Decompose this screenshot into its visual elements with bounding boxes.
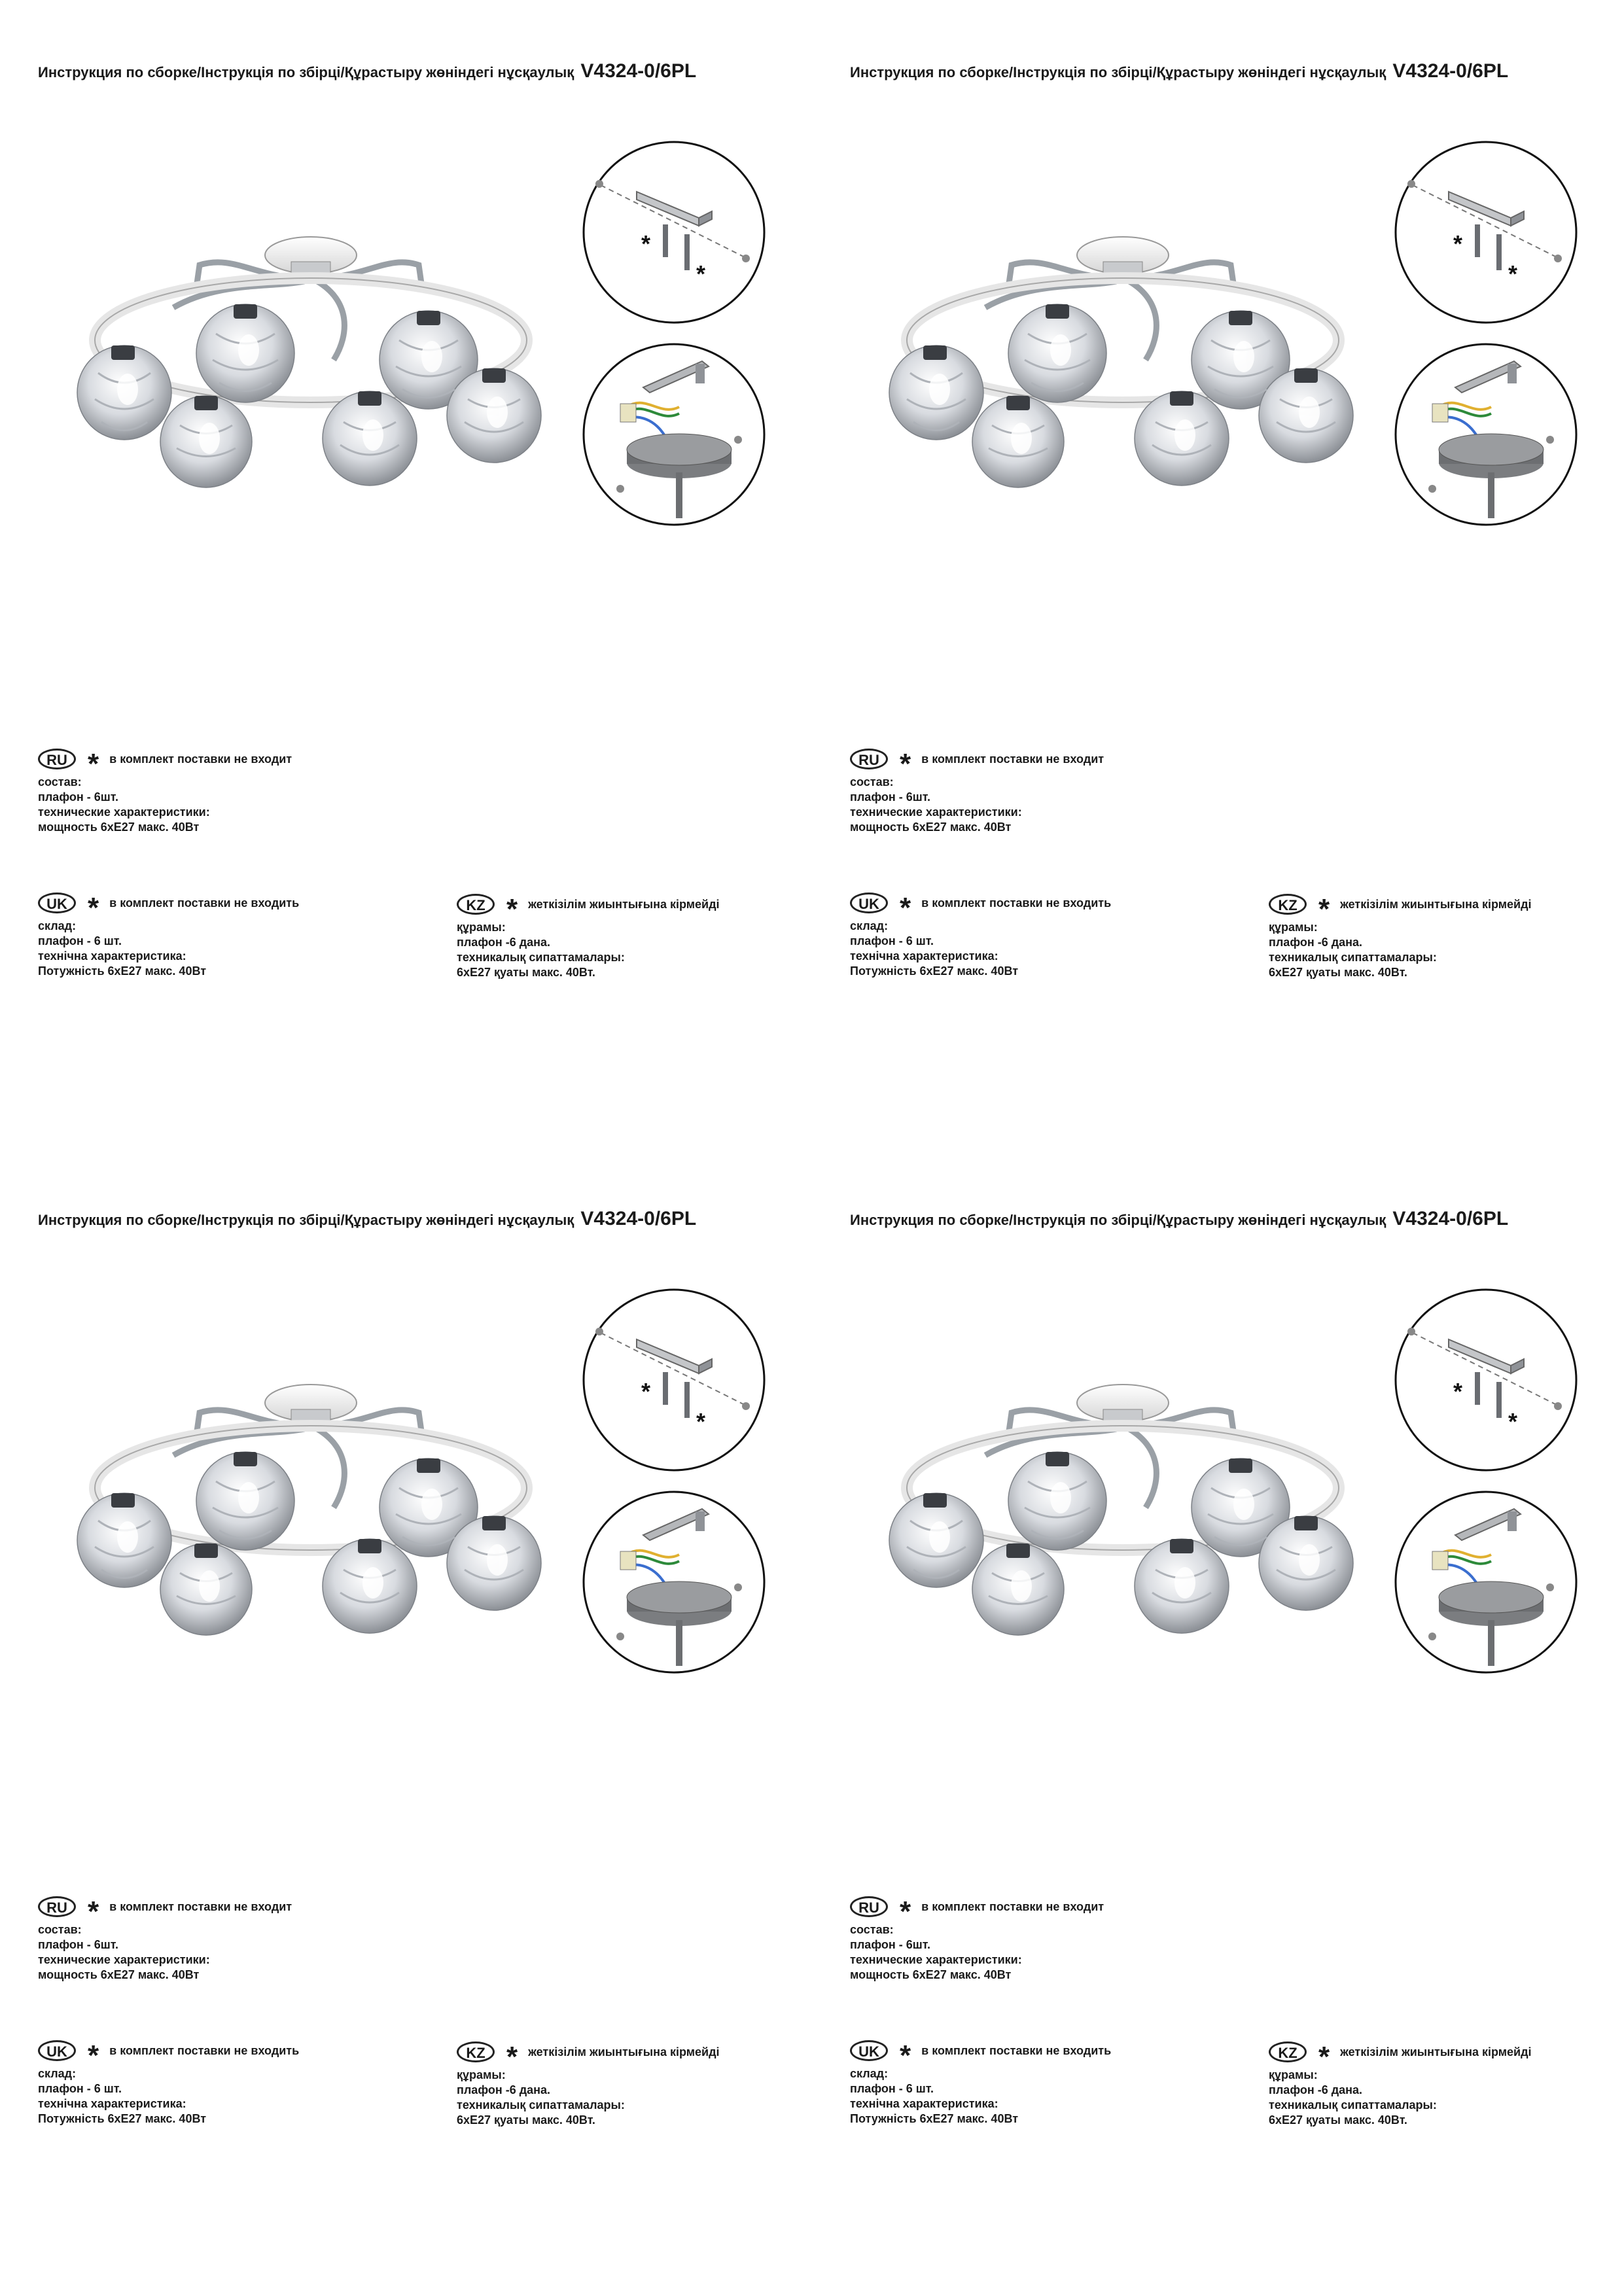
- kz-language-badge: KZ: [457, 2041, 495, 2062]
- step1-bracket-diagram: [1393, 1287, 1579, 1473]
- kz-line: құрамы:: [457, 2068, 506, 2081]
- star-icon: *: [1318, 893, 1330, 925]
- uk-line: Потужність 6хЕ27 макс. 40Вт: [38, 2112, 207, 2125]
- uk-line: плафон - 6 шт.: [850, 934, 934, 947]
- kz-line: құрамы:: [457, 921, 506, 934]
- ru-not-included-note: в комплект поставки не входит: [921, 1899, 1104, 1913]
- ru-line: плафон - 6шт.: [850, 790, 930, 804]
- kz-section: [1269, 2039, 1532, 2128]
- ru-language-badge: RU: [850, 1896, 888, 1917]
- uk-line: Потужність 6хЕ27 макс. 40Вт: [38, 964, 207, 978]
- ru-not-included-note: в комплект поставки не входит: [109, 752, 292, 766]
- step2-wiring-diagram: [1393, 342, 1579, 527]
- model-number: V4324-0/6PL: [580, 60, 697, 82]
- title-text: Инструкция по сборке/Інструкція по збірці/Құрастыру жөніндегі нұсқаулық: [850, 1212, 1386, 1228]
- step1-star-b: *: [696, 260, 706, 287]
- document-title: [38, 60, 696, 82]
- instruction-panel: [812, 1148, 1624, 2295]
- ru-not-included-note: в комплект поставки не входит: [109, 1899, 292, 1913]
- step1-star-a: *: [1453, 1378, 1463, 1405]
- star-icon: *: [88, 892, 99, 924]
- model-number: V4324-0/6PL: [580, 1208, 697, 1229]
- title-text: Инструкция по сборке/Інструкція по збірці/Құрастыру жөніндегі нұсқаулық: [38, 1212, 574, 1228]
- kz-language-badge: KZ: [457, 894, 495, 915]
- step1-bracket-diagram: [581, 1287, 767, 1473]
- instruction-panel: [0, 1148, 812, 2295]
- kz-section: [457, 891, 720, 980]
- uk-line: технічна характеристика:: [850, 949, 998, 963]
- kz-line: 6хЕ27 қуаты макс. 40Вт.: [457, 966, 595, 979]
- step1-star-a: *: [1453, 230, 1463, 257]
- uk-not-included-note: в комплект поставки не входить: [921, 2043, 1112, 2057]
- ru-line: состав:: [850, 1923, 894, 1936]
- chandelier-illustration: [75, 216, 546, 504]
- kz-not-included-note: жеткізілім жиынтығына кірмейді: [1340, 897, 1532, 911]
- kz-not-included-note: жеткізілім жиынтығына кірмейді: [528, 897, 720, 911]
- ru-language-badge: RU: [850, 749, 888, 769]
- star-icon: *: [88, 2040, 99, 2072]
- ru-line: плафон - 6шт.: [38, 790, 118, 804]
- uk-not-included-note: в комплект поставки не входить: [921, 896, 1112, 910]
- ru-line: технические характеристики:: [38, 1953, 210, 1966]
- ru-language-badge: RU: [38, 1896, 76, 1917]
- kz-line: құрамы:: [1269, 2068, 1318, 2081]
- uk-not-included-note: в комплект поставки не входить: [109, 2043, 300, 2057]
- step2-wiring-diagram: [581, 1489, 767, 1675]
- ru-section: [38, 746, 292, 835]
- uk-line: плафон - 6 шт.: [38, 934, 122, 947]
- ru-line: состав:: [38, 775, 82, 788]
- step2-wiring-diagram: [1393, 1489, 1579, 1675]
- uk-not-included-note: в комплект поставки не входить: [109, 896, 300, 910]
- ru-line: мощность 6хЕ27 макс. 40Вт: [38, 1968, 200, 1981]
- ru-line: состав:: [38, 1923, 82, 1936]
- kz-section: [1269, 891, 1532, 980]
- step1-star-b: *: [696, 1408, 706, 1435]
- document-title: [38, 1208, 696, 1230]
- title-text: Инструкция по сборке/Інструкція по збірці/Құрастыру жөніндегі нұсқаулық: [38, 64, 574, 80]
- uk-line: склад:: [850, 919, 889, 932]
- step1-star-b: *: [1508, 1408, 1518, 1435]
- star-icon: *: [88, 748, 99, 780]
- step1-bracket-diagram: [1393, 139, 1579, 325]
- uk-section: [850, 2038, 1111, 2127]
- chandelier-illustration: [887, 216, 1358, 504]
- uk-line: технічна характеристика:: [850, 2097, 998, 2110]
- ru-line: мощность 6хЕ27 макс. 40Вт: [850, 821, 1012, 834]
- uk-line: плафон - 6 шт.: [850, 2082, 934, 2095]
- uk-section: [38, 890, 299, 979]
- kz-not-included-note: жеткізілім жиынтығына кірмейді: [1340, 2045, 1532, 2058]
- uk-language-badge: UK: [850, 892, 888, 913]
- kz-language-badge: KZ: [1269, 2041, 1307, 2062]
- step1-star-a: *: [641, 1378, 651, 1405]
- kz-line: техникалық сипаттамалары:: [1269, 951, 1437, 964]
- step1-star-a: *: [641, 230, 651, 257]
- chandelier-illustration: [75, 1364, 546, 1651]
- kz-line: 6хЕ27 қуаты макс. 40Вт.: [1269, 2113, 1407, 2127]
- ru-line: состав:: [850, 775, 894, 788]
- kz-line: техникалық сипаттамалары:: [457, 951, 625, 964]
- kz-line: 6хЕ27 қуаты макс. 40Вт.: [1269, 966, 1407, 979]
- uk-section: [850, 890, 1111, 979]
- kz-line: плафон -6 дана.: [457, 2083, 551, 2096]
- kz-not-included-note: жеткізілім жиынтығына кірмейді: [528, 2045, 720, 2058]
- ru-section: [850, 746, 1104, 835]
- ru-section: [38, 1894, 292, 1983]
- uk-language-badge: UK: [850, 2040, 888, 2061]
- uk-line: склад:: [38, 919, 77, 932]
- ru-not-included-note: в комплект поставки не входит: [921, 752, 1104, 766]
- model-number: V4324-0/6PL: [1392, 1208, 1509, 1229]
- star-icon: *: [88, 1896, 99, 1928]
- ru-line: технические характеристики:: [38, 805, 210, 819]
- uk-section: [38, 2038, 299, 2127]
- ru-line: мощность 6хЕ27 макс. 40Вт: [38, 821, 200, 834]
- uk-line: плафон - 6 шт.: [38, 2082, 122, 2095]
- ru-language-badge: RU: [38, 749, 76, 769]
- document-title: [850, 60, 1508, 82]
- star-icon: *: [506, 2041, 518, 2073]
- uk-line: склад:: [38, 2067, 77, 2080]
- ru-line: технические характеристики:: [850, 805, 1022, 819]
- uk-line: Потужність 6хЕ27 макс. 40Вт: [850, 2112, 1019, 2125]
- star-icon: *: [506, 893, 518, 925]
- uk-line: Потужність 6хЕ27 макс. 40Вт: [850, 964, 1019, 978]
- ru-line: плафон - 6шт.: [850, 1938, 930, 1951]
- document-title: [850, 1208, 1508, 1230]
- kz-section: [457, 2039, 720, 2128]
- title-text: Инструкция по сборке/Інструкція по збірці/Құрастыру жөніндегі нұсқаулық: [850, 64, 1386, 80]
- kz-line: техникалық сипаттамалары:: [1269, 2098, 1437, 2111]
- star-icon: *: [900, 1896, 911, 1928]
- star-icon: *: [900, 892, 911, 924]
- star-icon: *: [1318, 2041, 1330, 2073]
- instruction-panel: [812, 0, 1624, 1148]
- ru-line: плафон - 6шт.: [38, 1938, 118, 1951]
- instruction-panel: [0, 0, 812, 1148]
- ru-section: [850, 1894, 1104, 1983]
- uk-line: склад:: [850, 2067, 889, 2080]
- uk-line: технічна характеристика:: [38, 949, 186, 963]
- kz-line: құрамы:: [1269, 921, 1318, 934]
- uk-line: технічна характеристика:: [38, 2097, 186, 2110]
- ru-line: технические характеристики:: [850, 1953, 1022, 1966]
- model-number: V4324-0/6PL: [1392, 60, 1509, 82]
- step2-wiring-diagram: [581, 342, 767, 527]
- chandelier-illustration: [887, 1364, 1358, 1651]
- kz-line: плафон -6 дана.: [1269, 2083, 1363, 2096]
- uk-language-badge: UK: [38, 2040, 76, 2061]
- step1-bracket-diagram: [581, 139, 767, 325]
- kz-language-badge: KZ: [1269, 894, 1307, 915]
- step1-star-b: *: [1508, 260, 1518, 287]
- ru-line: мощность 6хЕ27 макс. 40Вт: [850, 1968, 1012, 1981]
- kz-line: плафон -6 дана.: [457, 936, 551, 949]
- uk-language-badge: UK: [38, 892, 76, 913]
- kz-line: плафон -6 дана.: [1269, 936, 1363, 949]
- star-icon: *: [900, 748, 911, 780]
- kz-line: техникалық сипаттамалары:: [457, 2098, 625, 2111]
- kz-line: 6хЕ27 қуаты макс. 40Вт.: [457, 2113, 595, 2127]
- star-icon: *: [900, 2040, 911, 2072]
